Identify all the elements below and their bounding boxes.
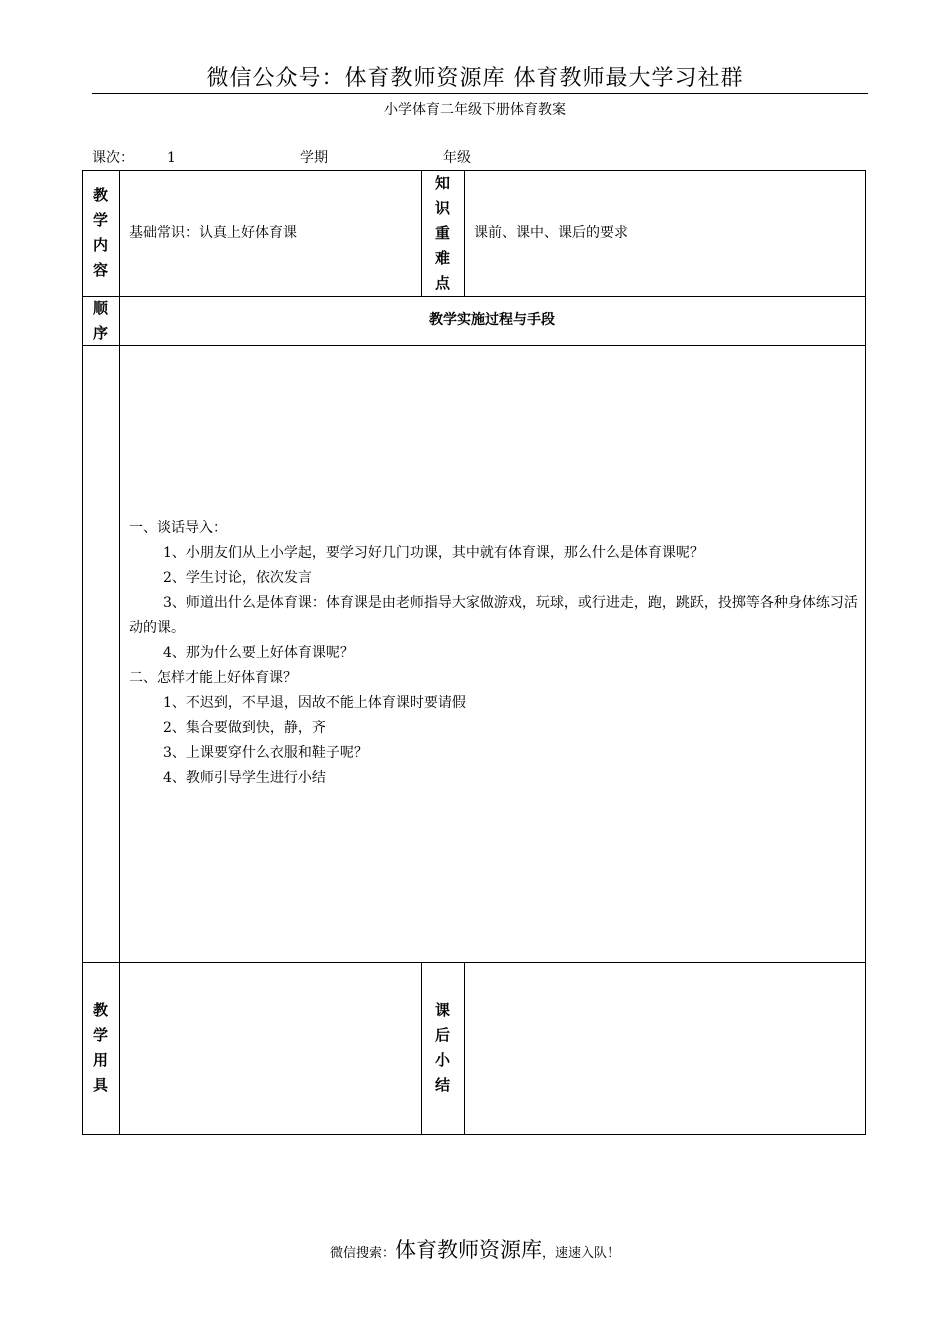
process-line: 3、上课要穿什么衣服和鞋子呢？ <box>163 745 368 761</box>
footer-name: 体育教师资源库 <box>395 1238 542 1262</box>
process-line: 4、教师引导学生进行小结 <box>163 770 326 786</box>
table-row-divider <box>82 962 866 963</box>
process-line: 1、不迟到，不早退，因故不能上体育课时要请假 <box>163 695 466 711</box>
key-points-value: 课前、课中、课后的要求 <box>474 225 628 241</box>
document-subtitle: 小学体育二年级下册体育教案 <box>384 102 566 118</box>
footer-prefix: 微信搜索： <box>329 1246 395 1261</box>
term-label: 学期 <box>300 150 328 166</box>
content-label: 教 学 内 容 <box>92 186 108 279</box>
process-line: 3、师道出什么是体育课：体育课是由老师指导大家做游戏，玩球，或行进走，跑，跳跃，投掷等各种身体练习活动的课。 <box>129 595 858 636</box>
key-points-label: 知 识 重 难 点 <box>434 174 450 292</box>
table-row-divider <box>82 345 866 346</box>
table-row-divider <box>82 296 866 297</box>
process-line: 1、小朋友们从上小学起，要学习好几门功课，其中就有体育课，那么什么是体育课呢？ <box>163 545 704 561</box>
process-title: 教学实施过程与手段 <box>429 312 555 328</box>
process-body <box>129 516 861 791</box>
tools-label: 教 学 用 具 <box>92 1001 108 1094</box>
table-border-bottom <box>82 1134 866 1135</box>
process-line: 一、谈话导入： <box>129 520 227 536</box>
table-column-divider <box>464 962 465 1134</box>
process-line: 4、那为什么要上好体育课呢？ <box>163 645 354 661</box>
table-border-top <box>82 170 866 171</box>
content-value: 基础常识：认真上好体育课 <box>129 225 297 241</box>
lesson-label: 课次： <box>92 150 134 166</box>
order-label: 顺 序 <box>92 299 108 342</box>
lesson-value: 1 <box>167 150 176 166</box>
table-column-divider <box>464 170 465 296</box>
footer <box>0 1234 950 1264</box>
grade-label: 年级 <box>443 150 471 166</box>
summary-label: 课 后 小 结 <box>434 1001 450 1094</box>
process-line: 二、怎样才能上好体育课？ <box>129 670 297 686</box>
process-line: 2、学生讨论，依次发言 <box>163 570 312 586</box>
process-line: 2、集合要做到快，静，齐 <box>163 720 326 736</box>
table-border-right <box>865 170 866 1134</box>
header-title: 微信公众号：体育教师资源库 体育教师最大学习社群 <box>206 66 744 91</box>
footer-suffix: ，速速入队！ <box>542 1246 621 1261</box>
header-rule <box>92 93 868 94</box>
